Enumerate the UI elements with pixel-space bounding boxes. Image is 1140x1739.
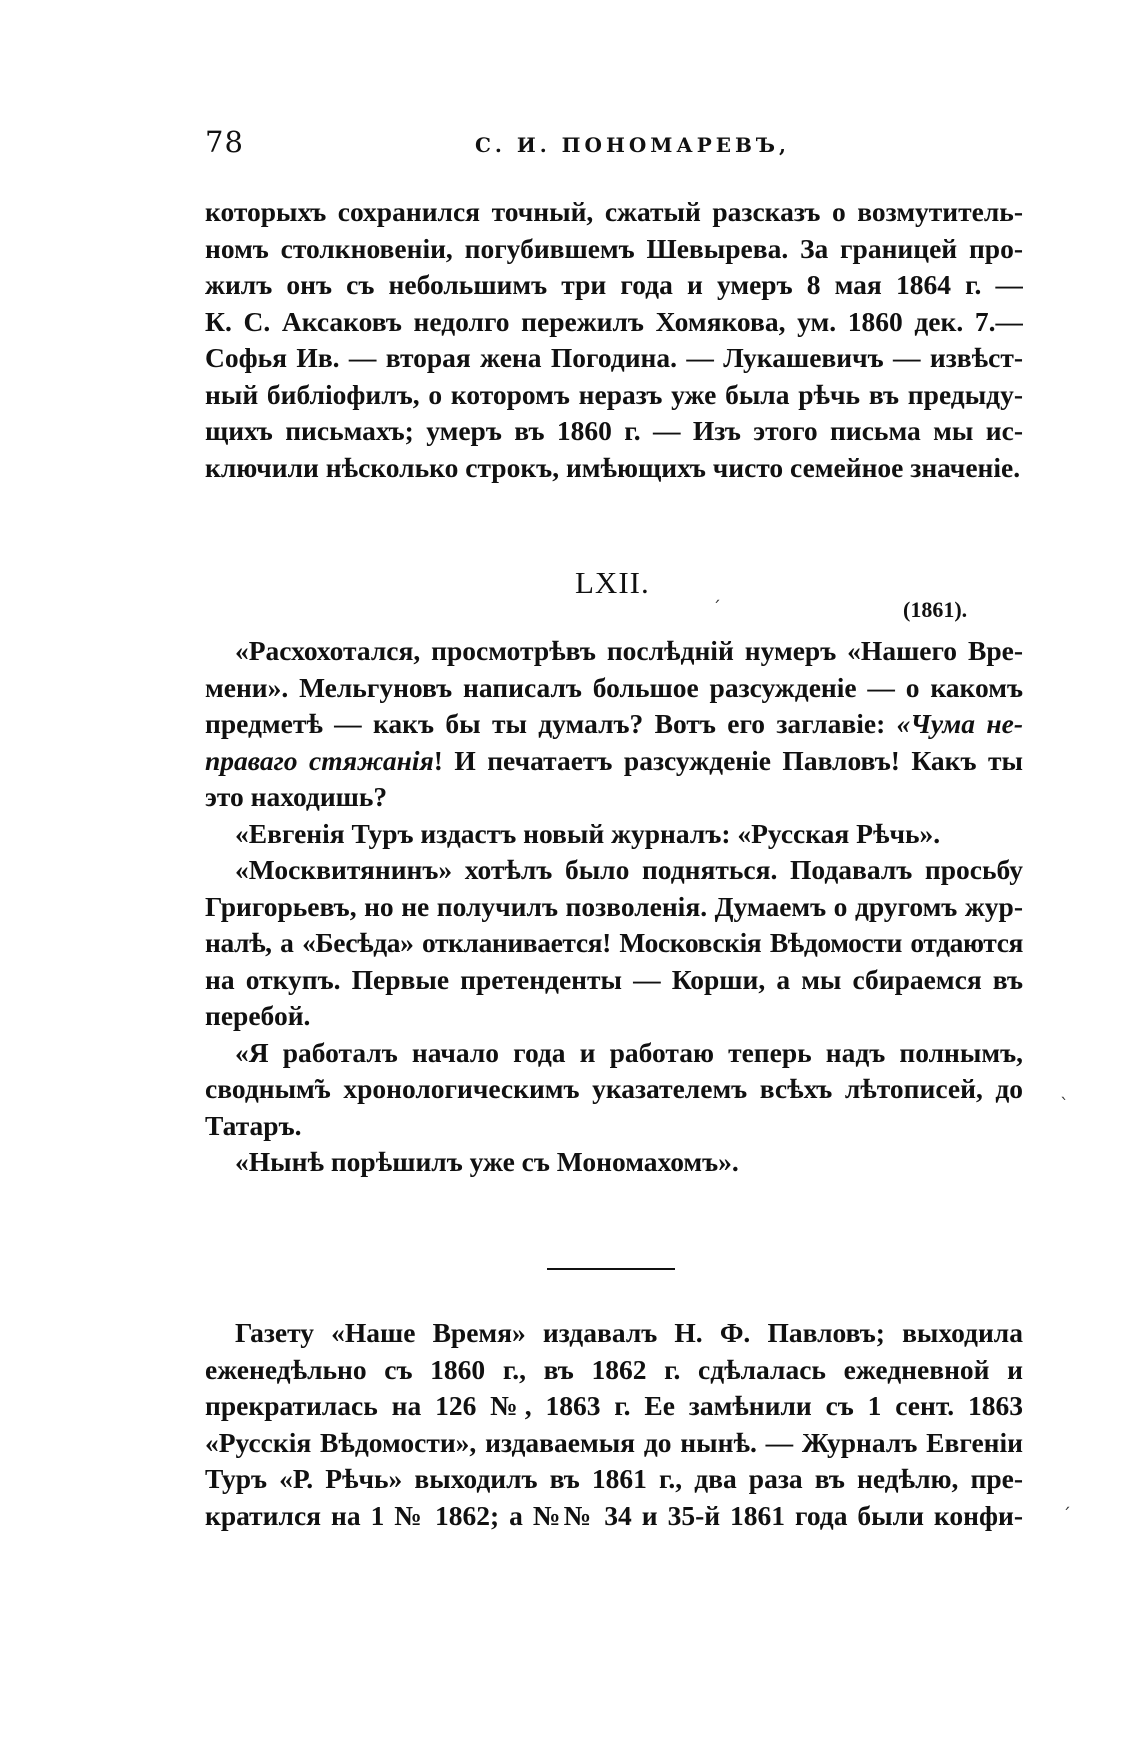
intro-line: номъ столкновеніи, погубившемъ Шевырева. За границей про- [205,232,1023,264]
letter-line: сводным̃ъ хронологическимъ указателемъ всѣхъ лѣтописей, до [205,1073,1023,1104]
print-speck: ˊ [1062,1505,1071,1526]
letter-line: «Москвитянинъ» хотѣлъ было подняться. Подавалъ просьбу [235,854,1023,885]
letter-line: это находишь? [205,781,388,812]
note-line: Газету «Наше Время» издавалъ Н. Ф. Павловъ; выходила [235,1317,1023,1348]
page-header [205,125,1025,165]
letter-line: мени». Мельгуновъ написалъ большое разсужденіе — о какомъ [205,671,1023,703]
letter-line [205,706,1023,743]
note-line: кратился на 1 № 1862; а №№ 34 и 35-й 1861 года были конфи- [205,1499,1023,1531]
letter-line: «Евгенія Туръ издастъ новый журналъ: «Русская Рѣчь». [235,817,941,849]
note-line: «Русскія Вѣдомости», издаваемыя до нынѣ. — Журналъ Евгеніи [205,1426,1023,1458]
print-speck: ˋ [1060,1095,1069,1116]
letter-date: (1861). [903,597,968,622]
letter-line: Григорьевъ, но не получилъ позволенія. Думаемъ о другомъ жур- [205,890,1023,922]
letter-line: «Я работалъ начало года и работаю теперь надъ полнымъ, [235,1036,1023,1068]
intro-line: щихъ письмахъ; умеръ въ 1860 г. — Изъ этого письма мы ис- [205,415,1023,446]
letter-line: «Расхохотался, просмотрѣвъ послѣдній нумеръ «Нашего Вре- [235,635,1023,666]
letter-body [205,633,1023,1181]
footnotes [205,1315,1023,1534]
note-line: еженедѣльно съ 1860 г., въ 1862 г. сдѣлалась ежедневной и [205,1353,1023,1385]
divider-rule [547,1268,675,1270]
intro-line: ключили нѣсколько строкъ, имѣющихъ чисто семейное значеніе. [205,451,1021,483]
running-head: С. И. ПОНОМАРЕВЪ, [475,133,791,157]
page-number: 78 [205,125,244,159]
letter-text: ! И печатаетъ разсужденіе Павловъ! Какъ ты [433,744,1023,776]
italic-title: «Чума не- [896,708,1023,739]
intro-line: которыхъ сохранился точный, сжатый разсказъ о возмутитель- [205,196,1023,227]
letter-line: Татаръ. [205,1109,302,1141]
intro-line: К. С. Аксаковъ недолго пережилъ Хомякова, ум. 1860 дек. 7.— [205,305,1023,337]
note-line: Туръ «Р. Рѣчь» выходилъ въ 1861 г., два раза въ недѣлю, пре- [205,1463,1023,1494]
intro-notes [205,194,1023,486]
letter-line: налѣ, а «Бесѣда» откланивается! Московскія Вѣдомости отдаются [205,927,1023,958]
letter-line: «Нынѣ порѣшилъ уже съ Мономахомъ». [235,1146,739,1177]
letter-text: предметѣ — какъ бы ты думалъ? Вотъ его заглавіе: [205,708,897,739]
letter-line: на откупъ. Первые претенденты — Корши, а мы сбираемся въ [205,963,1023,995]
letter-line: перебой. [205,1000,311,1031]
letter-line [205,743,1023,780]
section-number: LXII. [575,565,650,600]
italic-title: праваго стяжанія [205,744,434,776]
intro-line: Софья Ив. — вторая жена Погодина. — Лукашевичъ — извѣст- [205,342,1023,373]
note-line: прекратилась на 126 №, 1863 г. Ее замѣнили съ 1 сент. 1863 [205,1390,1023,1421]
intro-line: ный библіофилъ, о которомъ неразъ уже была рѣчь въ предыду- [205,378,1023,410]
print-speck: ˊ [712,598,721,619]
intro-line: жилъ онъ съ небольшимъ три года и умеръ 8 мая 1864 г. — [205,269,1023,300]
